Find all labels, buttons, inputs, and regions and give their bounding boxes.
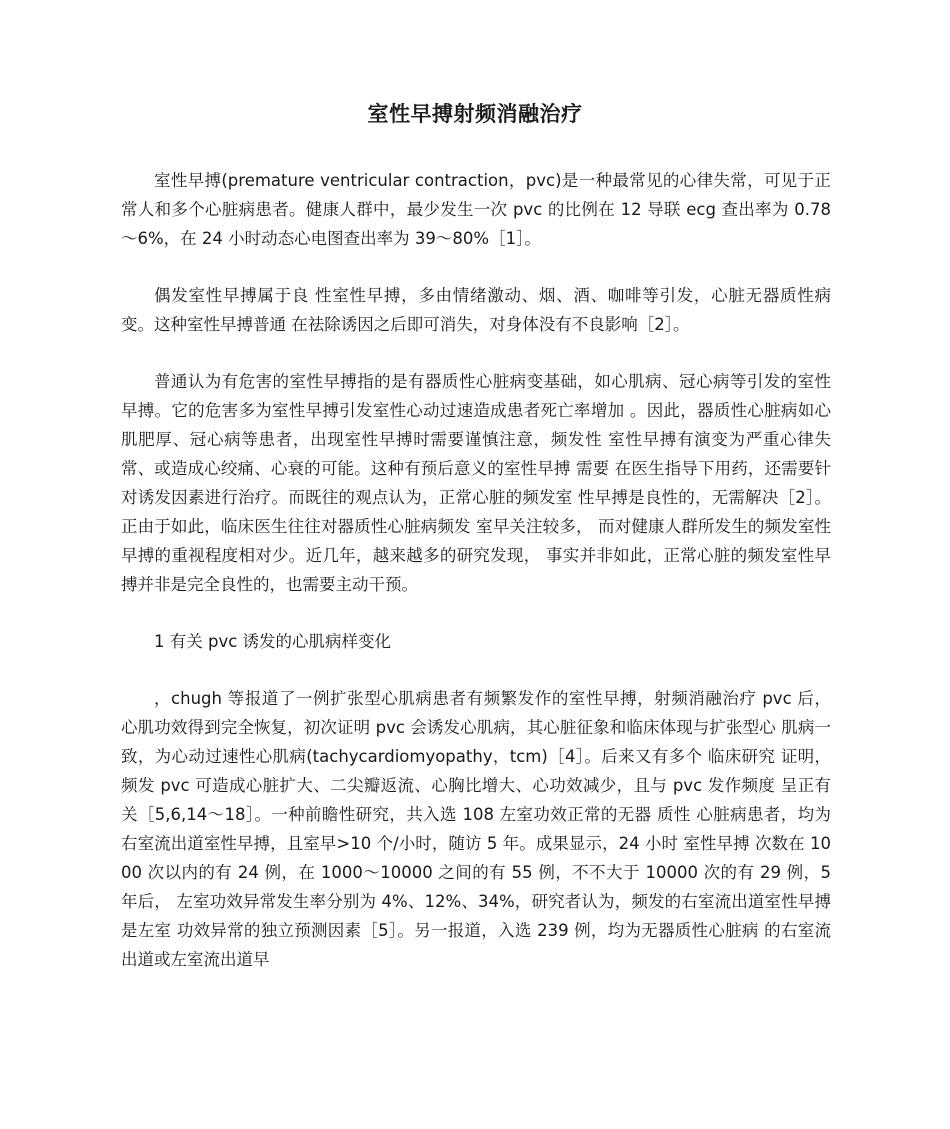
page-title: 室性早搏射频消融治疗 xyxy=(367,102,583,126)
paragraph-1: 室性早搏(premature ventricular contraction，pvc)是一种最常见的心律失常，可见于正 常人和多个心脏病患者。健康人群中，最少发生一次 pvc 的比例在 12 导联 ecg 查出率为 0.78 ～6%，在 24 小时动态心电图查出率为 39～80%［1］。 xyxy=(121,171,831,248)
paragraph-3: 普通认为有危害的室性早搏指的是有器质性心脏病变基础，如心肌病、冠心病等引发的室性 早搏。它的危害多为室性早搏引发室性心动过速造成患者死亡率增加 。因此，器质性心脏病如心肌肥厚、冠心病等患者，出现室性早搏时需要谨慎注意，频发性 室性早搏有演变为严重心律失常、或造成心绞痛、心衰的可能。这种有预后意义的室性早搏 需要 在医生指导下用药，还需要针对诱发因素进行治疗。而既往的观点认为，正常心脏的频发室 性早搏是良性的，无需解决［2］。正由于如此，临床医生往往对器质性心脏病频发 室早关注较多， 而对健康人群所发生的频发室性早搏的重视程度相对少。近几年，越来越多的研究发现， 事实并非如此，正常心脏的频发室性早搏并非是完全良性的，也需要主动干预。 xyxy=(121,372,831,594)
section-heading: 1 有关 pvc 诱发的心肌病样变化 xyxy=(154,632,392,651)
paragraph-2: 偶发室性早搏属于良 性室性早搏，多由情绪激动、烟、酒、咖啡等引发，心脏无器质性病变。这种室性早搏普通 在祛除诱因之后即可消失，对身体没有不良影响［2］。 xyxy=(121,286,831,334)
document-body xyxy=(121,166,831,974)
section-paragraph: ，chugh 等报道了一例扩张型心肌病患者有频繁发作的室性早搏，射频消融治疗 pvc 后， 心肌功效得到完全恢复，初次证明 pvc 会诱发心肌病，其心脏征象和临床体现与扩张型心 肌病一致，为心动过速性心肌病(tachycardiomyopathy，tcm)［4］。后来又有多个 临床研究 证明，频发 pvc 可造成心脏扩大、二尖瓣返流、心胸比增大、心功效减少，且与 pvc 发作频度 呈正有关［5,6,14～18］。一种前瞻性研究，共入选 108 左室功效正常的无器 质性 心脏病患者，均为右室流出道室性早搏，且室早>10 个/小时，随访 5 年。成果显示，24 小时 室性早搏 次数在 1000 次以内的有 24 例，在 1000～10000 之间的有 55 例，不不大于 10000 次的有 29 例，5 年后， 左室功效异常发生率分别为 4%、12%、34%，研究者认为，频发的右室流出道室性早搏是左室 功效异常的独立预测因素［5］。另一报道，入选 239 例，均为无器质性心脏病 的右室流出道或左室流出道早 xyxy=(121,689,831,969)
